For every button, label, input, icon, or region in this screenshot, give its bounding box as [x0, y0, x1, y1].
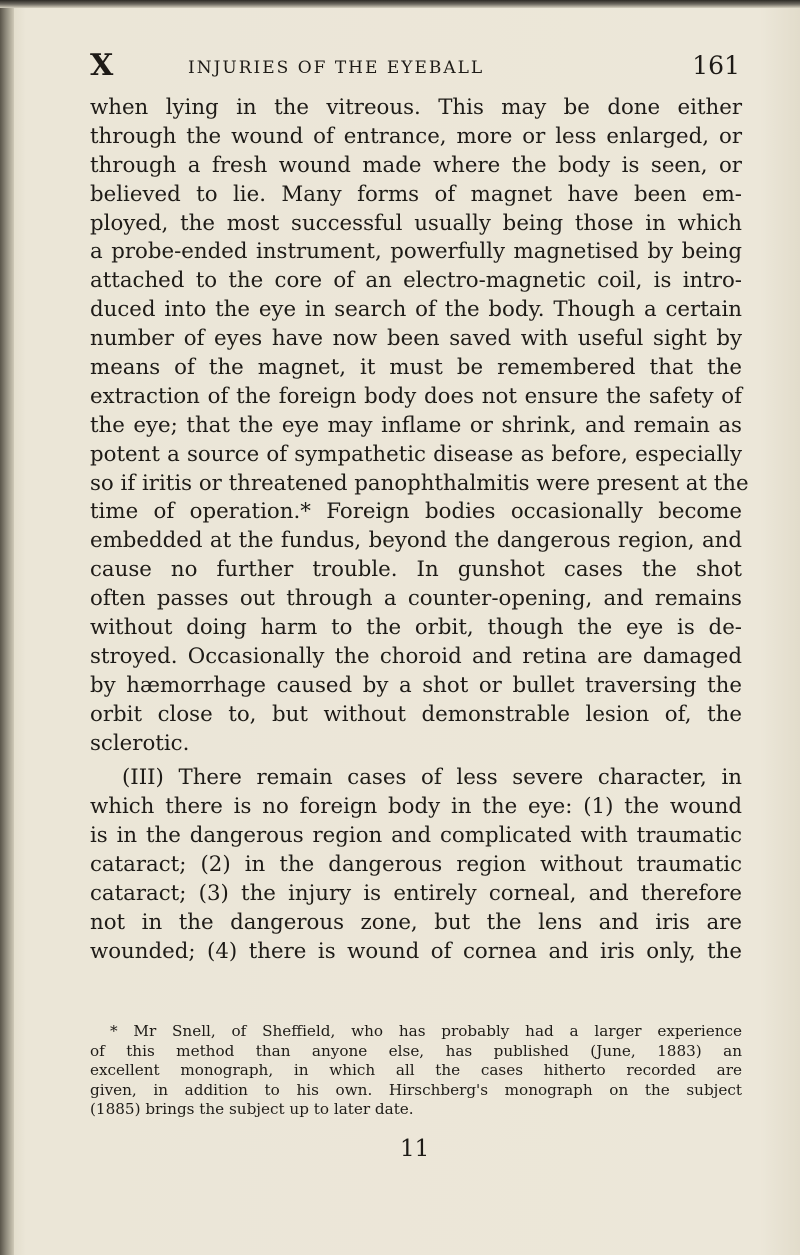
text-line: without doing harm to the orbit, though the eye is de- [90, 615, 742, 641]
paragraph-2 [90, 764, 742, 966]
text-line: not in the dangerous zone, but the lens and iris are [90, 909, 742, 935]
text-line: means of the magnet, it must be remembered that the [90, 355, 742, 381]
text-line: stroyed. Occasionally the choroid and retina are damaged [90, 643, 742, 669]
text-line: is in the dangerous region and complicated with traumatic [90, 823, 742, 849]
text-line: believed to lie. Many forms of magnet have been em- [90, 181, 742, 207]
footnote-line: (1885) brings the subject up to later date. [90, 1100, 414, 1119]
footnote-line: * Mr Snell, of Sheffield, who has probably had a larger experience [110, 1022, 742, 1040]
text-line: potent a source of sympathetic disease as before, especially [90, 441, 742, 467]
text-line: through the wound of entrance, more or less enlarged, or [90, 123, 742, 149]
text-line: cataract; (2) in the dangerous region without traumatic [90, 852, 742, 878]
footnote-line: excellent monograph, in which all the cases hitherto recorded are [90, 1061, 742, 1080]
page-spine-shadow [0, 0, 14, 1255]
text-line: by hæmorrhage caused by a shot or bullet traversing the [90, 672, 742, 698]
text-line: so if iritis or threatened panophthalmitis were present at the [90, 470, 749, 496]
page-number: 161 [692, 51, 740, 80]
header-mark: X [90, 48, 114, 83]
text-line: attached to the core of an electro-magnetic coil, is intro- [90, 268, 742, 294]
text-line: when lying in the vitreous. This may be done either [90, 95, 742, 120]
running-title: INJURIES OF THE EYEBALL [188, 58, 485, 78]
footnote-line: of this method than anyone else, has published (June, 1883) an [90, 1041, 742, 1060]
running-header [90, 44, 740, 84]
text-line: cause no further trouble. In gunshot cases the shot [90, 557, 742, 583]
text-line: sclerotic. [90, 730, 190, 756]
footnote-line: given, in addition to his own. Hirschberg's monograph on the subject [90, 1080, 742, 1099]
signature-mark: 11 [400, 1136, 430, 1162]
text-line: ployed, the most successful usually being those in which [90, 210, 742, 236]
page-top-edge [0, 0, 800, 8]
body-text [90, 94, 749, 967]
paragraph-1 [90, 94, 749, 758]
text-line: time of operation.* Foreign bodies occasionally become [90, 499, 742, 525]
text-line: orbit close to, but without demonstrable lesion of, the [90, 701, 742, 727]
text-line: cataract; (3) the injury is entirely corneal, and therefore [90, 881, 742, 907]
text-line: number of eyes have now been saved with useful sight by [90, 326, 742, 352]
text-line: often passes out through a counter-opening, and remains [90, 586, 742, 612]
text-line: wounded; (4) there is wound of cornea and iris only, the [90, 938, 742, 964]
text-line: extraction of the foreign body does not ensure the safety of [90, 383, 742, 409]
footnote-block [90, 1022, 742, 1120]
text-line: a probe-ended instrument, powerfully magnetised by being [90, 239, 742, 265]
text-line: (III) There remain cases of less severe character, in [122, 765, 742, 791]
text-line: the eye; that the eye may inflame or shrink, and remain as [90, 412, 742, 438]
text-line: through a fresh wound made where the body is seen, or [90, 152, 742, 178]
text-line: embedded at the fundus, beyond the dangerous region, and [90, 528, 742, 554]
text-line: which there is no foreign body in the eye: (1) the wound [90, 794, 742, 820]
text-line: duced into the eye in search of the body. Though a certain [90, 297, 742, 323]
